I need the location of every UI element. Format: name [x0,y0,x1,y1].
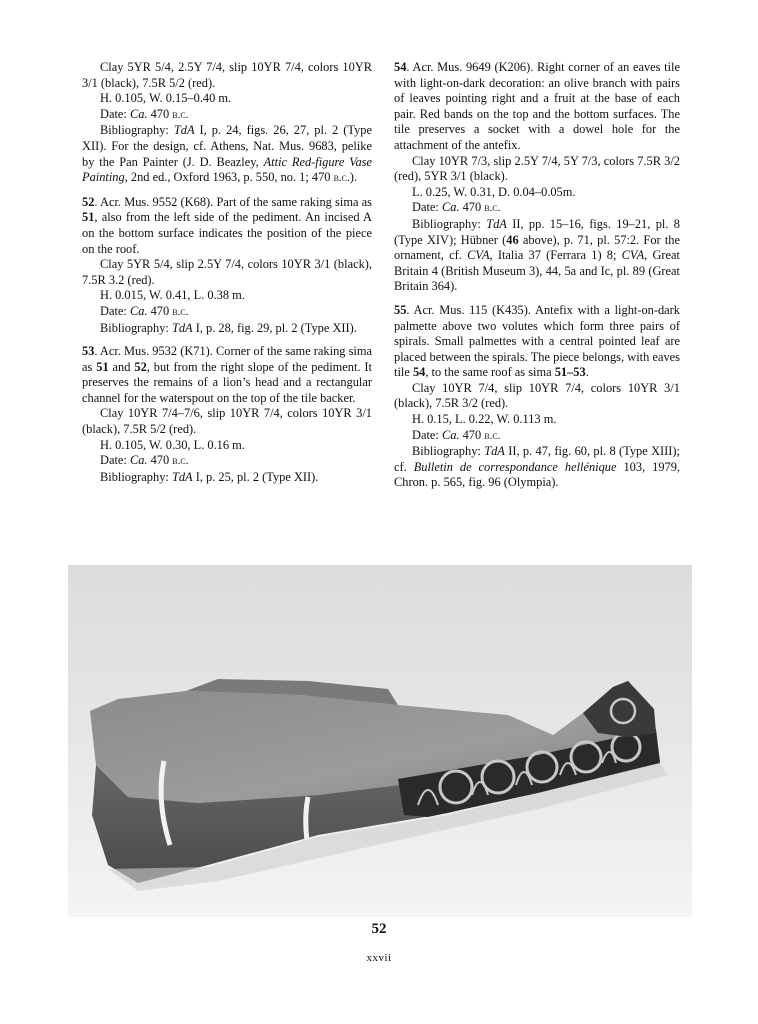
entry-53 [82,344,372,485]
date-line [394,428,680,445]
date-era: b.c. [484,429,501,442]
description-text: , but from the right slope of the pediment. It preserves the remains of a lion’s head and a rectangular channel for the waterspout on the top of the tile backer. [82,359,372,405]
bibliography-label: Bibliography: [100,320,172,335]
page-number: xxvii [366,952,392,964]
bibliography-label: Bibliography: [100,123,174,138]
date-label: Date: [412,427,442,442]
entry-52 [82,195,372,336]
bibliography-book-title: Attic Red-figure Vase Painting [82,154,372,185]
clay-description: Clay 10YR 7/4–7/6, slip 10YR 7/4, colors 10YR 3/1 (black), 7.5R 5/2 (red). [82,406,372,437]
date-label: Date: [412,200,442,215]
bibliography-journal: Bulletin de correspondance hellénique [413,459,617,474]
left-column [82,60,372,493]
bibliography-label: Bibliography: [412,216,487,231]
bibliography-text: 103, 1979, Chron. p. 565, fig. 96 (Olympia). [394,459,681,490]
bibliography-text: , Great Britain 4 (British Museum 3), 44, 5a and Ic, pl. 89 (Great Britain 364). [394,248,680,294]
bibliography-abbrev: CVA [467,248,490,263]
cross-reference: 46 [506,232,519,247]
cross-reference: 51 [96,359,109,374]
bibliography [82,470,372,486]
description-text: , to the same roof as sima [425,365,555,380]
date-era: b.c. [484,202,501,215]
bibliography-text: II, pp. 15–16, figs. 19–21, pl. 8 (Type XIV); Hübner ( [394,216,680,247]
description-text: . Acr. Mus. 9552 (K68). Part of the same raking sima as [94,194,372,209]
dimensions: H. 0.015, W. 0.41, L. 0.38 m. [100,288,245,303]
clay-description: Clay 10YR 7/3, slip 2.5Y 7/4, 5Y 7/3, colors 7.5R 3/2 (red), 5YR 3/1 (black). [394,153,680,184]
description-text: and [108,359,135,374]
bibliography-abbrev: TdA [484,444,505,459]
date-line [82,304,372,321]
date-line [82,453,372,470]
dimensions: H. 0.15, L. 0.22, W. 0.113 m. [412,412,557,427]
figure-caption: 52 [371,921,387,937]
bibliography-text: , Italia 37 (Ferrara 1) 8; [489,248,622,263]
bibliography-text: I, p. 28, fig. 29, pl. 2 (Type XII). [192,320,357,335]
photograph-sima-fragment [68,565,692,917]
bibliography [394,217,680,295]
date-era: b.c. [172,455,189,468]
date-year: 470 [147,106,173,121]
entry-54 [394,60,680,295]
bibliography-label: Bibliography: [100,469,172,484]
date-label: Date: [100,106,130,121]
date-era: b.c. [172,108,189,121]
bibliography-abbrev: TdA [171,469,193,484]
bibliography-abbrev: CVA [621,248,645,263]
cross-reference: 51–53 [554,365,586,380]
description-text: . Acr. Mus. 9532 (K71). Corner of the same raking sima as [82,344,372,374]
bibliography-abbrev: TdA [173,123,195,138]
dimensions: H. 0.105, W. 0.15–0.40 m. [100,91,232,106]
entry-51-continuation [82,60,372,187]
entry-description [82,195,372,257]
cross-reference: 51 [82,210,95,225]
bibliography-text: I, p. 25, pl. 2 (Type XII). [192,469,319,484]
entry-55 [394,303,680,491]
bibliography-era: b.c. [333,172,350,185]
entry-number: 53 [82,344,95,359]
cross-reference: 52 [134,359,147,374]
date-circa: Ca. [129,106,148,121]
date-label: Date: [100,453,130,468]
entry-description [394,303,680,381]
description-text: . [585,365,589,380]
dimensions: L. 0.25, W. 0.31, D. 0.04–0.05m. [412,184,576,199]
date-year: 470 [147,303,173,318]
right-column [394,60,680,499]
bibliography-abbrev: TdA [486,216,507,231]
bibliography-label: Bibliography: [412,444,485,459]
bibliography [82,321,372,337]
bibliography [394,444,680,491]
cross-reference: 54 [412,365,426,380]
bibliography-text: , 2nd ed., Oxford 1963, p. 550, no. 1; 470 [124,170,334,185]
bibliography-text: ). [349,170,357,185]
date-year: 470 [147,453,173,468]
bibliography [82,123,372,186]
date-era: b.c. [172,305,189,318]
clay-description: Clay 5YR 5/4, 2.5Y 7/4, slip 10YR 7/4, colors 10YR 3/1 (black), 7.5R 5/2 (red). [82,60,372,90]
entry-description [82,344,372,406]
date-circa: Ca. [441,200,460,215]
date-circa: Ca. [129,453,148,468]
date-year: 470 [459,200,485,215]
bibliography-text: I, p. 24, figs. 26, 27, pl. 2 (Type XII). For the design, cf. Athens, Nat. Mus. 9683, pelike by the Pan Painter (J. D. Beazley, [82,123,372,169]
date-circa: Ca. [441,427,460,442]
description-text: . Acr. Mus. 9649 (K206). Right corner of an eaves tile with light-on-dark decoration: an olive branch with pairs of leaves pointing right and a fruit at the base of each pair. Red bands on the top and the bottom surfaces. The tile preserves a socket with a dowel hole for the attachment of the antefix. [394,60,680,152]
bibliography-abbrev: TdA [171,320,193,335]
date-label: Date: [100,303,130,318]
clay-description: Clay 10YR 7/4, slip 10YR 7/4, colors 10YR 3/1 (black), 7.5R 3/2 (red). [394,380,680,411]
description-text: . Acr. Mus. 115 (K435). Antefix with a light-on-dark palmette above two volutes which form three pairs of spirals. Small palmettes with a central pointed leaf are placed between the spirals. The piece belongs, with eaves tile [394,302,680,380]
entry-number: 55 [394,302,407,317]
entry-number: 52 [82,194,95,209]
entry-number: 54 [394,60,407,74]
dimensions: H. 0.105, W. 0.30, L. 0.16 m. [100,437,245,452]
date-circa: Ca. [129,303,148,318]
clay-description: Clay 5YR 5/4, slip 2.5Y 7/4, colors 10YR 3/1 (black), 7.5R 3.2 (red). [82,257,372,287]
description-text: , also from the left side of the pediment. An incised A on the bottom surface indicates the position of the piece on the roof. [82,210,372,256]
date-line [394,200,680,217]
bibliography-text: II, p. 47, fig. 60, pl. 8 (Type XIII); cf. [394,444,680,474]
date-line [82,107,372,124]
bibliography-text: above), p. 71, pl. 57:2. For the ornament, cf. [394,232,680,263]
entry-description [394,60,680,154]
date-year: 470 [459,427,485,442]
sima-fragment-illustration [68,565,692,917]
